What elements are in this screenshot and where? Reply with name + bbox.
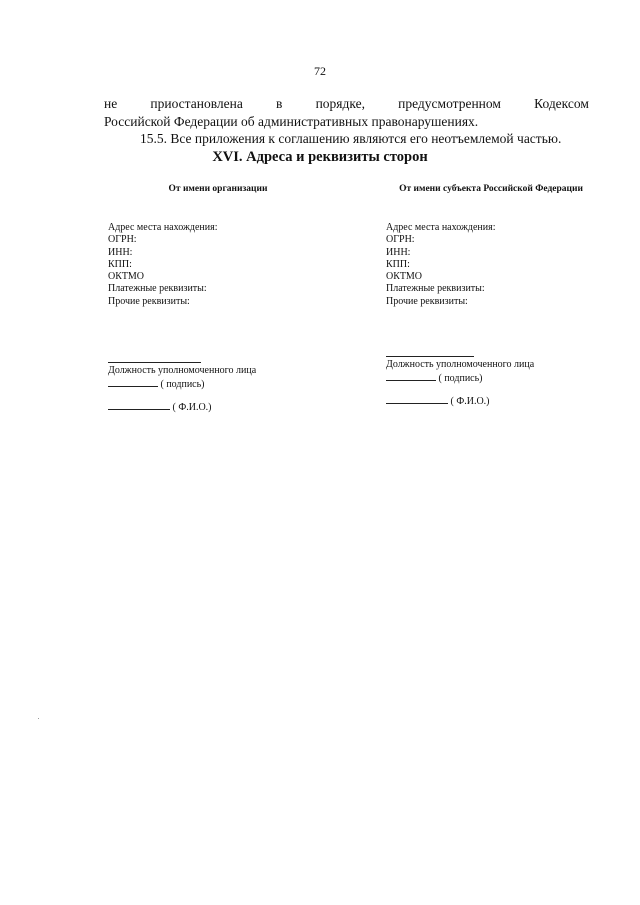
paragraph-line-1 [104, 95, 589, 112]
field-kpp: КПП: [108, 258, 132, 270]
field-inn: ИНН: [108, 246, 133, 258]
field-oktmo: ОКТМО [386, 271, 422, 283]
field-payment-details: Платежные реквизиты: [108, 283, 207, 295]
right-position-rule [386, 356, 474, 357]
field-ogrn: ОГРН: [108, 234, 137, 246]
right-name-blank [386, 395, 448, 404]
right-party-fields [386, 222, 496, 308]
right-name-line [386, 395, 490, 407]
paragraph-line-3: 15.5. Все приложения к соглашению являются его неотъемлемой частью. [140, 131, 562, 146]
left-name-line [108, 401, 212, 413]
paragraph-word: порядке, [315, 96, 365, 111]
left-signature-label: ( подпись) [160, 379, 205, 390]
scan-speck [38, 718, 39, 719]
page-number: 72 [314, 64, 326, 78]
field-address: Адрес места нахождения: [386, 222, 496, 233]
paragraph-line-2: Российской Федерации об административных правонарушениях. [104, 114, 479, 129]
left-signature-line [108, 378, 205, 390]
left-position-label: Должность уполномоченного лица [108, 365, 257, 376]
right-signature-label: ( подпись) [438, 373, 483, 384]
field-other-details: Прочие реквизиты: [386, 295, 468, 307]
left-name-blank [108, 401, 170, 410]
left-position-rule [108, 362, 201, 363]
field-payment-details: Платежные реквизиты: [386, 283, 485, 295]
field-ogrn: ОГРН: [386, 234, 415, 246]
right-signature-line [386, 372, 483, 384]
paragraph-word: приостановлена [150, 96, 243, 111]
paragraph-word: Кодексом [534, 96, 589, 111]
right-party-heading: От имени субъекта Российской Федерации [399, 184, 583, 194]
paragraph-word: предусмотренном [398, 96, 501, 111]
section-title: XVI. Адреса и реквизиты сторон [212, 149, 428, 165]
paragraph-word: в [276, 96, 283, 111]
field-address: Адрес места нахождения: [108, 222, 218, 233]
right-name-label: ( Ф.И.О.) [450, 396, 490, 407]
field-other-details: Прочие реквизиты: [108, 295, 190, 307]
field-oktmo: ОКТМО [108, 271, 144, 283]
left-party-heading: От имени организации [168, 184, 268, 194]
right-signature-blank [386, 372, 436, 381]
right-position-label: Должность уполномоченного лица [386, 359, 535, 370]
paragraph-word: не [104, 96, 118, 111]
left-signature-blank [108, 378, 158, 387]
left-party-fields [108, 222, 218, 308]
field-kpp: КПП: [386, 258, 410, 270]
field-inn: ИНН: [386, 246, 411, 258]
left-name-label: ( Ф.И.О.) [172, 402, 212, 413]
